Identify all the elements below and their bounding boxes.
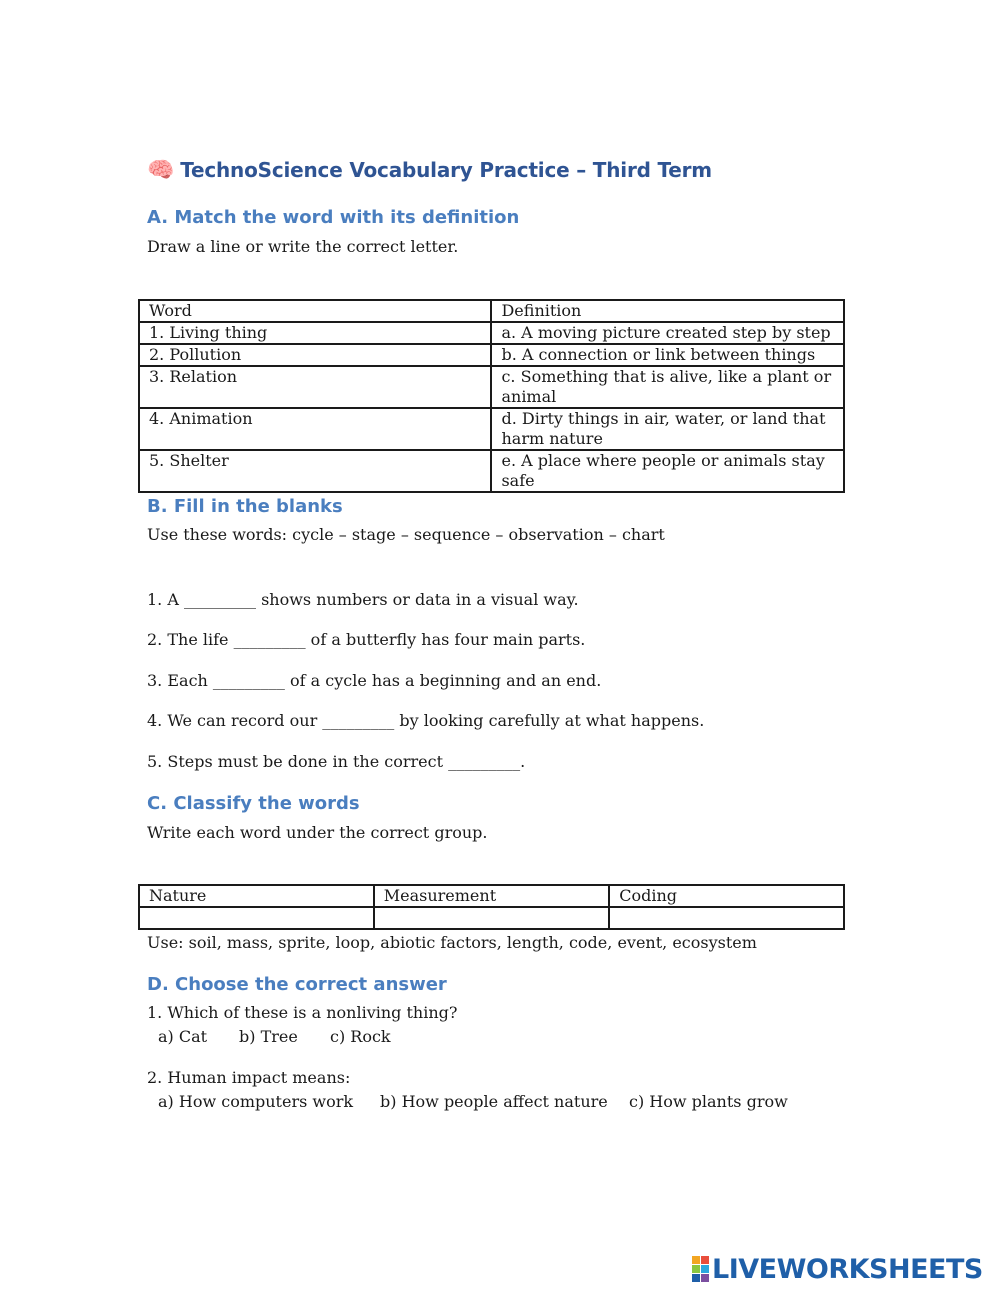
matching-table <box>138 299 845 493</box>
word-cell: 5. Shelter <box>139 450 491 492</box>
option-b[interactable]: b) How people affect nature <box>380 1092 608 1111</box>
logo-block <box>692 1265 700 1273</box>
section-a-heading: A. Match the word with its definition <box>147 207 520 228</box>
section-a-instruction: Draw a line or write the correct letter. <box>147 237 459 256</box>
word-cell: 4. Animation <box>139 408 491 450</box>
word-cell: 3. Relation <box>139 366 491 408</box>
fill-blank-item-2[interactable]: 2. The life _________ of a butterfly has four main parts. <box>147 630 586 649</box>
classify-word-bank: Use: soil, mass, sprite, loop, abiotic factors, length, code, event, ecosystem <box>147 933 757 952</box>
fill-blank-item-3[interactable]: 3. Each _________ of a cycle has a beginning and an end. <box>147 671 602 690</box>
section-b-instruction: Use these words: cycle – stage – sequence – observation – chart <box>147 525 665 544</box>
option-b[interactable]: b) Tree <box>239 1027 298 1046</box>
word-cell: 2. Pollution <box>139 344 491 366</box>
logo-block <box>692 1256 700 1264</box>
definition-cell: c. Something that is alive, like a plant or animal <box>491 366 844 408</box>
option-a[interactable]: a) How computers work <box>158 1092 354 1111</box>
liveworksheets-logo <box>692 1254 983 1284</box>
table-header-row <box>139 885 844 907</box>
definition-cell: b. A connection or link between things <box>491 344 844 366</box>
header-nature: Nature <box>139 885 374 907</box>
option-c[interactable]: c) Rock <box>330 1027 391 1046</box>
section-b-heading: B. Fill in the blanks <box>147 496 343 517</box>
definition-cell: e. A place where people or animals stay safe <box>491 450 844 492</box>
section-d-heading: D. Choose the correct answer <box>147 974 447 995</box>
question-1-options <box>158 1027 391 1047</box>
page-title-text: TechnoScience Vocabulary Practice – Third Term <box>180 158 712 182</box>
fill-blank-item-5[interactable]: 5. Steps must be done in the correct _________. <box>147 752 526 771</box>
section-c-heading: C. Classify the words <box>147 793 360 814</box>
table-row <box>139 408 844 450</box>
page-title <box>147 158 712 183</box>
word-cell: 1. Living thing <box>139 322 491 344</box>
measurement-answer-cell[interactable] <box>374 907 610 929</box>
table-row <box>139 366 844 408</box>
question-1: 1. Which of these is a nonliving thing? <box>147 1003 458 1022</box>
logo-text: LIVEWORKSHEETS <box>712 1253 983 1285</box>
question-2-options <box>158 1092 788 1112</box>
table-row <box>139 450 844 492</box>
table-row <box>139 907 844 929</box>
classify-table <box>138 884 845 930</box>
logo-block <box>692 1274 700 1282</box>
fill-blank-item-4[interactable]: 4. We can record our _________ by looking carefully at what happens. <box>147 711 705 730</box>
section-c-instruction: Write each word under the correct group. <box>147 823 488 842</box>
header-coding: Coding <box>609 885 844 907</box>
definition-cell: a. A moving picture created step by step <box>491 322 844 344</box>
fill-blank-item-1[interactable]: 1. A _________ shows numbers or data in a visual way. <box>147 590 579 609</box>
logo-block <box>701 1256 709 1264</box>
header-word: Word <box>139 300 491 322</box>
table-row <box>139 344 844 366</box>
definition-cell: d. Dirty things in air, water, or land that harm nature <box>491 408 844 450</box>
table-row <box>139 322 844 344</box>
coding-answer-cell[interactable] <box>609 907 844 929</box>
header-definition: Definition <box>491 300 844 322</box>
question-2: 2. Human impact means: <box>147 1068 351 1087</box>
logo-block <box>701 1265 709 1273</box>
option-a[interactable]: a) Cat <box>158 1027 208 1046</box>
table-header-row <box>139 300 844 322</box>
logo-block <box>701 1274 709 1282</box>
nature-answer-cell[interactable] <box>139 907 374 929</box>
option-c[interactable]: c) How plants grow <box>629 1092 788 1111</box>
brain-icon: 🧠 <box>147 158 175 183</box>
header-measurement: Measurement <box>374 885 610 907</box>
logo-mark-icon <box>692 1256 709 1282</box>
